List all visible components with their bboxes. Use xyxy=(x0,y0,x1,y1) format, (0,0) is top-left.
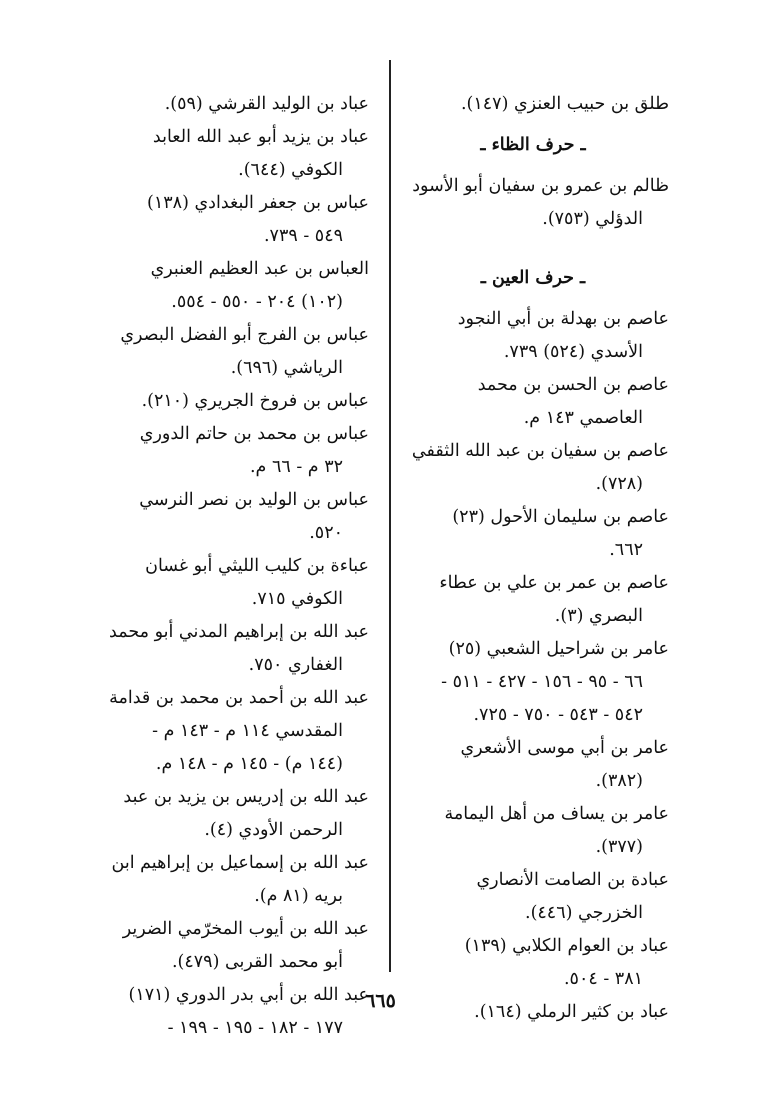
entry-line: عباد بن يزيد أبو عبد الله العابد xyxy=(152,127,369,147)
entry-line: عباءة بن كليب الليثي أبو غسان xyxy=(145,556,369,576)
index-column-left xyxy=(101,88,369,1045)
entry-line: عبد الله بن إسماعيل بن إبراهيم ابن xyxy=(111,853,369,873)
index-entry xyxy=(101,88,369,121)
entry-continuation: ٣٢ م - ٦٦ م. xyxy=(249,457,343,477)
entry-continuation: ٣٨١ - ٥٠٤. xyxy=(563,969,643,989)
entry-continuation: (١٠٢) ٢٠٤ - ٥٥٠ - ٥٥٤. xyxy=(171,292,343,312)
index-entry xyxy=(397,930,669,996)
entry-continuation: البصري (٣). xyxy=(554,606,643,626)
entry-continuation: ٥٢٠. xyxy=(309,523,343,543)
letter-heading: ـ حرف الظاء ـ xyxy=(480,135,586,155)
entry-continuation: ٥٤٩ - ٧٣٩. xyxy=(263,226,343,246)
entry-line: عباد بن كثير الرملي (١٦٤). xyxy=(474,1002,669,1022)
entry-line: العباس بن عبد العظيم العنبري xyxy=(150,259,369,279)
entry-continuation: ٦٦ - ٩٥ - ١٥٦ - ٤٢٧ - ٥١١ - xyxy=(441,672,643,692)
index-entry xyxy=(101,253,369,319)
index-entry xyxy=(397,732,669,798)
index-entry xyxy=(397,369,669,435)
entry-line: عباس بن فروخ الجريري (٢١٠). xyxy=(141,391,369,411)
entry-line: عباس بن الفرج أبو الفضل البصري xyxy=(120,325,369,345)
entry-line: عباد بن العوام الكلابي (١٣٩) xyxy=(464,936,669,956)
entry-continuation: (١٤٤ م) - ١٤٥ م - ١٤٨ م. xyxy=(155,754,343,774)
index-entry xyxy=(101,187,369,253)
entry-line: عامر بن شراحيل الشعبي (٢٥) xyxy=(448,639,669,659)
entry-line: عبادة بن الصامت الأنصاري xyxy=(476,870,669,890)
index-entry xyxy=(397,864,669,930)
column-divider xyxy=(389,60,391,972)
index-entry xyxy=(101,682,369,781)
entry-line: عبد الله بن إدريس بن يزيد بن عبد xyxy=(123,787,369,807)
entry-line: عبد الله بن أبي بدر الدوري (١٧١) xyxy=(128,985,369,1005)
index-entry xyxy=(101,385,369,418)
entry-continuation: الدؤلي (٧٥٣). xyxy=(542,209,643,229)
entry-line: عامر بن يساف من أهل اليمامة xyxy=(444,804,669,824)
entry-continuation: الأسدي (٥٢٤) ٧٣٩. xyxy=(503,342,643,362)
index-entry xyxy=(397,435,669,501)
index-entry xyxy=(101,319,369,385)
entry-continuation: ٦٦٢. xyxy=(609,540,643,560)
index-entry xyxy=(397,798,669,864)
index-entry xyxy=(101,616,369,682)
page-number: ٦٦٥ xyxy=(365,990,396,1012)
index-entry xyxy=(101,781,369,847)
entry-continuation: الرياشي (٦٩٦). xyxy=(230,358,343,378)
index-entry xyxy=(101,550,369,616)
entry-continuation: العاصمي ١٤٣ م. xyxy=(523,408,643,428)
index-entry xyxy=(397,170,669,236)
entry-line: عباس بن جعفر البغدادي (١٣٨) xyxy=(147,193,369,213)
entry-line: عاصم بن بهدلة بن أبي النجود xyxy=(457,309,669,329)
entry-line: عبد الله بن أيوب المخرّمي الضرير xyxy=(122,919,369,939)
entry-line: عامر بن أبي موسى الأشعري xyxy=(460,738,669,758)
entry-line: عباد بن الوليد القرشي (٥٩). xyxy=(164,94,369,114)
index-column-right xyxy=(397,88,669,1029)
index-entry xyxy=(397,633,669,732)
entry-line: ظالم بن عمرو بن سفيان أبو الأسود xyxy=(412,176,669,196)
index-entry xyxy=(101,121,369,187)
index-entry xyxy=(101,484,369,550)
index-entry xyxy=(397,501,669,567)
entry-line: عباس بن محمد بن حاتم الدوري xyxy=(139,424,369,444)
entry-continuation: (٧٢٨). xyxy=(595,474,643,494)
index-entry xyxy=(101,847,369,913)
entry-line: عباس بن الوليد بن نصر النرسي xyxy=(139,490,369,510)
entry-continuation: الكوفي (٦٤٤). xyxy=(238,160,343,180)
index-entry xyxy=(101,979,369,1045)
index-entry xyxy=(397,88,669,121)
letter-heading: ـ حرف العين ـ xyxy=(480,268,586,288)
index-entry xyxy=(397,303,669,369)
entry-continuation: المقدسي ١١٤ م - ١٤٣ م - xyxy=(152,721,343,741)
index-entry xyxy=(397,567,669,633)
entry-continuation: ١٧٧ - ١٨٢ - ١٩٥ - ١٩٩ - xyxy=(167,1018,343,1038)
entry-line: طلق بن حبيب العنزي (١٤٧). xyxy=(460,94,669,114)
entry-line: عاصم بن سفيان بن عبد الله الثقفي xyxy=(411,441,669,461)
entry-line: عاصم بن عمر بن علي بن عطاء xyxy=(439,573,669,593)
entry-continuation: الغفاري ٧٥٠. xyxy=(248,655,343,675)
entry-continuation: بريه (٨١ م). xyxy=(254,886,343,906)
entry-continuation: الرحمن الأودي (٤). xyxy=(204,820,343,840)
entry-line: عاصم بن الحسن بن محمد xyxy=(477,375,669,395)
entry-continuation: (٣٨٢). xyxy=(595,771,643,791)
index-entry xyxy=(101,418,369,484)
entry-continuation: أبو محمد القربى (٤٧٩). xyxy=(171,952,343,972)
entry-continuation: ٥٤٢ - ٥٤٣ - ٧٥٠ - ٧٢٥. xyxy=(473,705,643,725)
index-entry xyxy=(101,913,369,979)
entry-continuation: الخزرجي (٤٤٦). xyxy=(525,903,643,923)
entry-continuation: (٣٧٧). xyxy=(595,837,643,857)
entry-line: عبد الله بن إبراهيم المدني أبو محمد xyxy=(109,622,369,642)
entry-line: عبد الله بن أحمد بن محمد بن قدامة xyxy=(109,688,369,708)
entry-continuation: الكوفي ٧١٥. xyxy=(251,589,343,609)
entry-line: عاصم بن سليمان الأحول (٢٣) xyxy=(452,507,669,527)
